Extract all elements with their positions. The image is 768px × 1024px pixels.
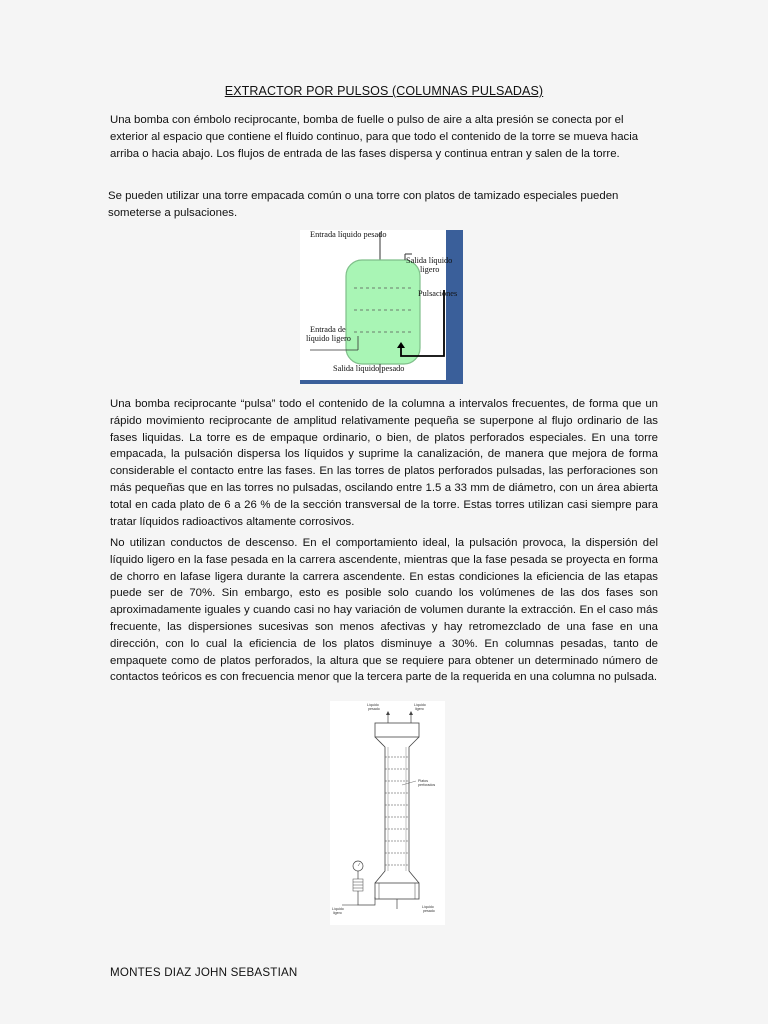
paragraph-intro: Una bomba con émbolo reciprocante, bomba de fuelle o pulso de aire a alta presión se conecta por el exterior al espacio que contiene el fluido continuo, para que todo el contenido de la torre se mueva hacia arriba o hacia abajo. Los flujos de entrada de las fases dispersa y continua entran y salen de la torre.	[110, 114, 639, 160]
perforated-plates	[385, 757, 409, 865]
diagram-border	[446, 230, 463, 384]
perforated-column-drawing	[330, 701, 445, 925]
label-pulses: Pulsaciones	[418, 289, 458, 298]
paragraph-pulsation: Una bomba reciprocante “pulsa” todo el contenido de la columna a intervalos frecuentes, de forma que un rápido movimiento reciprocante de amplitud relativamente pequeña se superpone al flujo ordinario de las fases liquidas. La torre es de empaque ordinario, o bien, de platos perforados especiales. En una torre empacada, la pulsación dispersa los líquidos y suprime la canalización, de manera que mejora de forma considerable el contacto entre las fases. En las torres de platos perforados pulsadas, las perforaciones son más pequeñas que en las torres no pulsadas, oscilando entre 1.5 a 33 mm de diámetro, con un área abierta total en cada plato de 6 a 26 % de la sección transversal de la torre. Estas torres utilizan casi siempre para tratar líquidos radioactivos altamente corrosivos.	[110, 398, 658, 528]
label-heavy-out-2: pesado	[423, 909, 435, 913]
label-heavy-in-1: Líquido	[367, 703, 379, 707]
paragraph-tower-types: Se pueden utilizar una torre empacada común o una torre con platos de tamizado especiales pueden someterse a pulsaciones.	[108, 190, 619, 219]
document-title: EXTRACTOR POR PULSOS (COLUMNAS PULSADAS)	[224, 84, 544, 98]
label-inlet-heavy: Entrada líquido pesado	[310, 230, 387, 239]
label-light-out-1: Líquido	[414, 703, 426, 707]
label-heavy-out-1: Líquido	[422, 905, 434, 909]
label-plates-2: perforados	[418, 783, 436, 787]
pulsed-tower-diagram	[300, 230, 463, 384]
label-outlet-heavy: Salida líquido pesado	[333, 364, 405, 373]
label-inlet-light-1: Entrada de	[310, 325, 346, 334]
pulsed-tower-drawing	[300, 230, 463, 384]
label-inlet-light-2: líquido ligero	[306, 334, 351, 343]
label-outlet-light-2: ligero	[420, 265, 440, 274]
author-name: MONTES DIAZ JOHN SEBASTIAN	[110, 966, 298, 979]
pump-bellows-icon	[353, 879, 363, 891]
tower-body	[346, 260, 420, 364]
label-light-in-2: ligero	[333, 911, 342, 915]
label-plates-1: Platos	[418, 779, 428, 783]
label-light-out-2: ligero	[415, 707, 424, 711]
perforated-column-diagram	[330, 701, 445, 925]
label-heavy-in-2: pesado	[368, 707, 380, 711]
label-outlet-light-1: Salida líquido	[406, 256, 453, 265]
paragraph-efficiency: No utilizan conductos de descenso. En el comportamiento ideal, la pulsación provoca, la dispersión del líquido ligero en la fase pesada en la carrera ascendente, mientras que la fase pesada se proyecta en forma de chorro en lafase ligera durante la carrera ascendente. En estas condiciones la eficiencia de las etapas puede ser de 70%. Sin embargo, esto es posible solo cuando los volúmenes de las dos fases son aproximadamente iguales y cuando casi no hay variación de volumen durante la extracción. En el caso más frecuente, las dispersiones sucesivas son menos afectivas y hay retromezclado de una fase en una dirección, con lo cual la eficiencia de los platos disminuye a 30%. En columnas pesadas, tanto de empaquete como de platos perforados, la altura que se requiere para obtener un determinado número de contactos teóricos es con frecuencia menor que la tercera parte de la requerida en una columna no pulsada.	[110, 537, 658, 684]
label-light-in-1: Líquido	[332, 907, 344, 911]
